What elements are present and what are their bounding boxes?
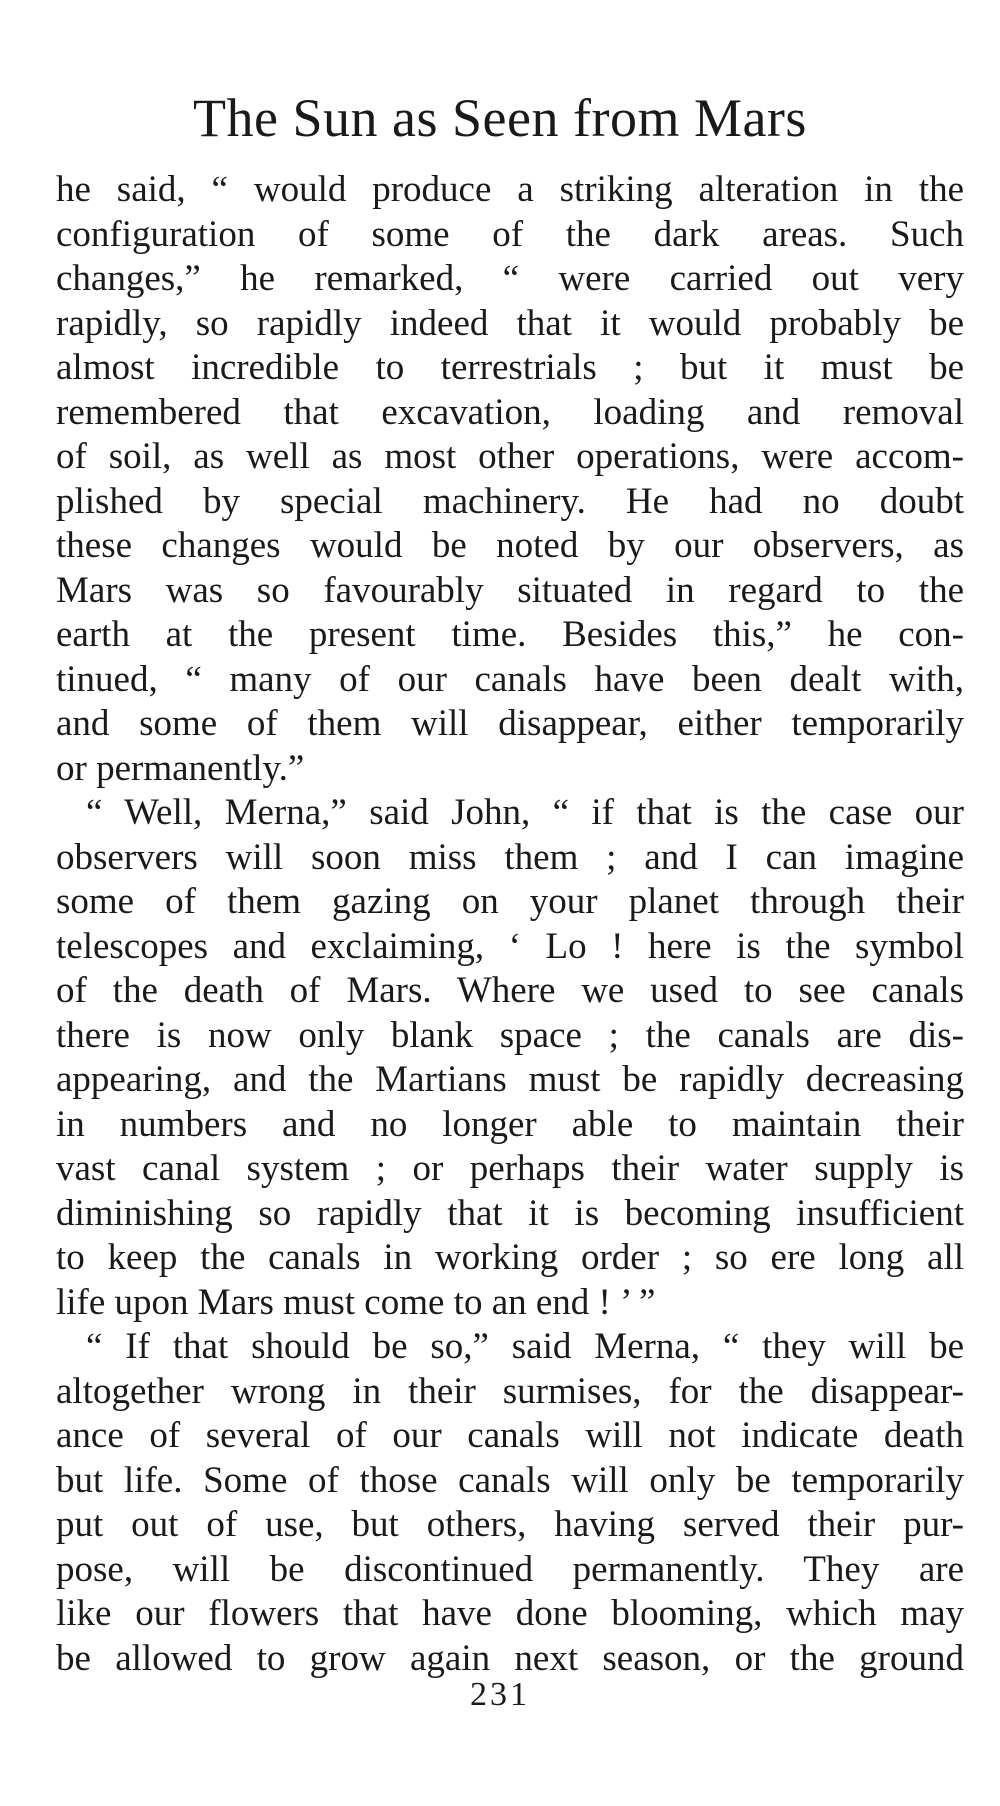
- text-line: “ Well, Merna,” said John, “ if that is the case our: [86, 792, 964, 833]
- text-line: ance of several of our canals will not indicate death: [56, 1415, 964, 1456]
- text-line: altogether wrong in their surmises, for the disappear-: [56, 1370, 964, 1412]
- text-line: some of them gazing on your planet through their: [56, 881, 964, 922]
- body-text: [56, 168, 964, 1681]
- text-line: these changes would be noted by our observers, as: [56, 525, 964, 566]
- text-line: and some of them will disappear, either temporarily: [56, 703, 964, 744]
- text-line: vast canal system ; or perhaps their water supply is: [56, 1148, 964, 1189]
- text-line: plished by special machinery. He had no doubt: [56, 480, 964, 522]
- text-line: Mars was so favourably situated in regard to the: [56, 569, 964, 611]
- text-line: be allowed to grow again next season, or the ground: [56, 1637, 964, 1679]
- text-line: appearing, and the Martians must be rapidly decreasing: [56, 1059, 964, 1100]
- text-line: put out of use, but others, having served their pur-: [56, 1504, 964, 1545]
- text-line: to keep the canals in working order ; so ere long all: [56, 1237, 964, 1278]
- text-line: earth at the present time. Besides this,” he con-: [56, 614, 964, 655]
- text-line: diminishing so rapidly that it is becoming insufficient: [56, 1192, 964, 1234]
- text-line: almost incredible to terrestrials ; but it must be: [56, 347, 964, 388]
- text-line: configuration of some of the dark areas. Such: [56, 213, 964, 255]
- text-line: of the death of Mars. Where we used to see canals: [56, 970, 964, 1011]
- text-line: telescopes and exclaiming, ‘ Lo ! here is the symbol: [56, 925, 964, 967]
- text-line: “ If that should be so,” said Merna, “ they will be: [86, 1326, 964, 1367]
- running-head: The Sun as Seen from Mars: [193, 88, 807, 148]
- text-line: pose, will be discontinued permanently. They are: [56, 1548, 964, 1590]
- text-line: life upon Mars must come to an end ! ’ ”: [56, 1281, 656, 1323]
- page-number: 231: [470, 1676, 530, 1713]
- text-line: remembered that excavation, loading and removal: [56, 391, 964, 433]
- text-line: he said, “ would produce a striking alteration in the: [56, 169, 964, 210]
- text-line: tinued, “ many of our canals have been dealt with,: [56, 658, 964, 700]
- text-line: rapidly, so rapidly indeed that it would probably be: [56, 302, 964, 344]
- text-line: but life. Some of those canals will only be temporarily: [56, 1459, 964, 1501]
- text-line: like our flowers that have done blooming, which may: [56, 1593, 964, 1634]
- text-line: observers will soon miss them ; and I can imagine: [56, 836, 964, 878]
- text-line: or permanently.”: [56, 747, 305, 789]
- text-line: in numbers and no longer able to maintain their: [56, 1103, 964, 1145]
- text-line: changes,” he remarked, “ were carried out very: [56, 258, 964, 299]
- text-line: there is now only blank space ; the canals are dis-: [56, 1014, 964, 1056]
- text-line: of soil, as well as most other operations, were accom-: [56, 436, 964, 477]
